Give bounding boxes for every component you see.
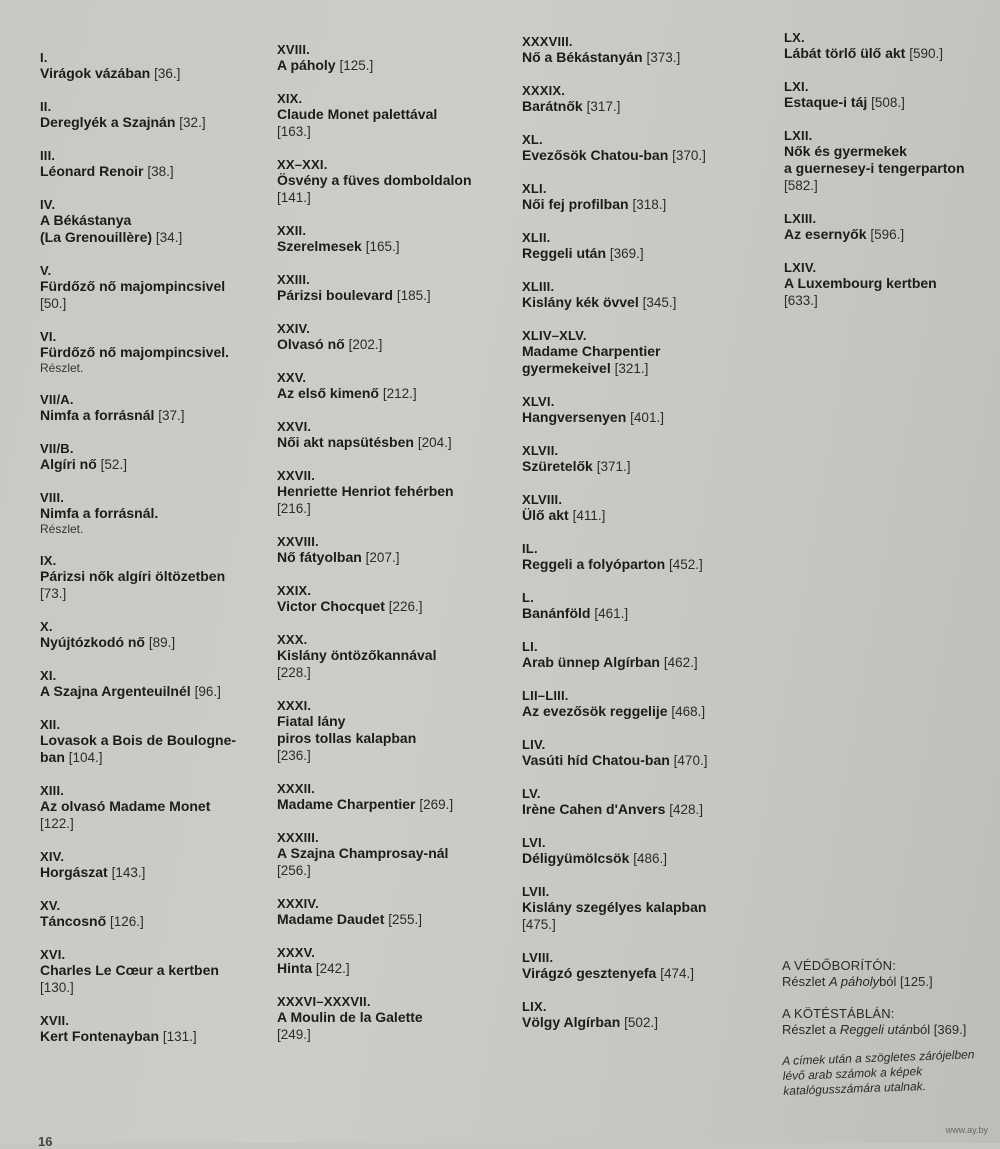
entry-number: XXVII.	[277, 468, 316, 483]
index-entry	[522, 279, 777, 311]
entry-title-line: Lovasok a Bois de Boulogne- ban [104.]	[40, 732, 237, 765]
catalogue-ref: [131.]	[162, 1029, 197, 1044]
index-entry	[277, 419, 517, 451]
entry-number: LX.	[784, 30, 805, 45]
entry-number: XXXIV.	[277, 896, 319, 911]
index-entry	[40, 668, 270, 700]
index-entry	[277, 91, 517, 140]
entry-title-line: Madame Charpentier [269.]	[277, 796, 454, 812]
index-entry	[784, 260, 994, 309]
index-column-2	[277, 42, 517, 1060]
entry-number: LXIII.	[784, 211, 817, 226]
entry-number: XLVII.	[522, 443, 559, 458]
index-entry	[277, 781, 517, 813]
index-entry	[277, 583, 517, 615]
catalogue-ref: [318.]	[632, 197, 667, 212]
entry-title-line: Reggeli után [369.]	[522, 245, 644, 261]
catalogue-ref: [373.]	[646, 50, 681, 65]
back-text-prefix: Részlet a	[782, 1022, 840, 1037]
entry-number: XXIV.	[277, 321, 311, 336]
catalogue-ref: [345.]	[642, 295, 677, 310]
catalogue-ref: [204.]	[417, 435, 452, 450]
entry-title-line: Henriette Henriot fehérben [216.]	[277, 483, 454, 516]
entry-title-line: Az evezősök reggelije [468.]	[522, 703, 706, 719]
entry-title-line: Charles Le Cœur a kertben [130.]	[40, 962, 219, 995]
index-entry	[522, 34, 777, 66]
catalogue-ref: [461.]	[594, 606, 629, 621]
index-entry	[40, 553, 270, 602]
catalogue-ref: [143.]	[111, 865, 146, 880]
index-entry	[277, 534, 517, 566]
catalogue-ref: [125.]	[339, 58, 374, 73]
entry-number: XX–XXI.	[277, 157, 328, 172]
index-entry	[522, 884, 777, 933]
entry-title-line: Nő a Békástanyán [373.]	[522, 49, 681, 65]
index-entry	[277, 830, 517, 879]
catalogue-ref: [34.]	[155, 230, 183, 245]
entry-title-line: Az olvasó Madame Monet [122.]	[40, 798, 211, 831]
entry-number: VII/A.	[40, 392, 74, 407]
entry-title-line: Női akt napsütésben [204.]	[277, 434, 452, 450]
entry-title-line: Reggeli a folyóparton [452.]	[522, 556, 703, 572]
index-entry	[277, 42, 517, 74]
entry-title-line: Ülő akt [411.]	[522, 507, 606, 523]
entry-title-line: Fiatal lány piros tollas kalapban [236.]	[277, 713, 417, 763]
index-entry	[522, 443, 777, 475]
entry-number: XLII.	[522, 230, 551, 245]
catalogue-ref: [207.]	[365, 550, 400, 565]
entry-title-line: A páholy [125.]	[277, 57, 374, 73]
entry-number: XII.	[40, 717, 61, 732]
entry-number: XIX.	[277, 91, 303, 106]
catalogue-ref: [165.]	[365, 239, 400, 254]
catalogue-ref: [590.]	[909, 46, 944, 61]
front-text-title: A páholy	[828, 974, 880, 989]
entry-number: XLI.	[522, 181, 547, 196]
page-number: 16	[38, 1134, 53, 1149]
catalogue-ref: [104.]	[68, 750, 103, 765]
index-entry	[40, 1013, 270, 1045]
entry-number: LVI.	[522, 835, 546, 850]
catalogue-ref: [502.]	[624, 1015, 658, 1030]
entry-number: XVIII.	[277, 42, 310, 57]
front-text-prefix: Részlet	[782, 974, 829, 989]
index-entry	[522, 328, 777, 377]
index-entry	[40, 329, 270, 375]
entry-title-line: Fürdőző nő majompincsivel [50.]	[40, 278, 226, 311]
catalogue-ref: [126.]	[110, 914, 144, 929]
index-column-1	[40, 50, 270, 1062]
catalogue-ref: [582.]	[784, 178, 818, 193]
entry-number: LXI.	[784, 79, 809, 94]
entry-number: LVII.	[522, 884, 550, 899]
entry-number: XXX.	[277, 632, 308, 647]
entry-title-line: Kert Fontenayban [131.]	[40, 1028, 197, 1044]
index-entry	[784, 211, 994, 243]
catalogue-ref: [226.]	[388, 599, 423, 614]
index-entry	[522, 737, 777, 769]
entry-number: LIX.	[522, 999, 547, 1014]
entry-number: XIV.	[40, 849, 65, 864]
catalogue-ref: [163.]	[277, 124, 311, 139]
entry-number: XI.	[40, 668, 57, 683]
catalogue-ref: [633.]	[784, 293, 818, 308]
index-entry	[522, 950, 777, 982]
back-cover-heading: A KÖTÉSTÁBLÁN:	[782, 1006, 895, 1021]
catalogue-ref: [486.]	[633, 851, 668, 866]
entry-number: I.	[40, 50, 48, 65]
catalogue-ref: [130.]	[40, 980, 74, 995]
entry-number: XXII.	[277, 223, 307, 238]
entry-number: LI.	[522, 639, 538, 654]
front-cover-text	[782, 974, 997, 990]
index-entry	[40, 197, 270, 246]
catalogue-ref: [371.]	[596, 459, 631, 474]
catalogue-ref: [475.]	[522, 917, 556, 932]
catalogue-footnote: A címek után a szögletes zárójelben lévő arab számok a képek katalógusszámára utalnak.	[782, 1047, 975, 1098]
entry-note: Részlet.	[40, 522, 84, 536]
entry-number: XXV.	[277, 370, 307, 385]
index-entry	[40, 441, 270, 473]
entry-title-line: Hinta [242.]	[277, 960, 350, 976]
watermark: www.ay.by	[945, 1125, 988, 1135]
catalogue-ref: [401.]	[630, 410, 664, 425]
entry-title-line: Kislány kék övvel [345.]	[522, 294, 677, 310]
back-text-title: Reggeli után	[839, 1022, 913, 1037]
catalogue-ref: [428.]	[669, 802, 704, 817]
catalogue-ref: [141.]	[277, 190, 311, 205]
catalogue-ref: [216.]	[277, 501, 311, 516]
index-entry	[522, 688, 777, 720]
entry-title-line: Claude Monet palettával [163.]	[277, 106, 438, 139]
entry-number: LXIV.	[784, 260, 817, 275]
entry-number: II.	[40, 99, 52, 114]
entry-title-line: Kislány szegélyes kalapban [475.]	[522, 899, 707, 932]
entry-number: XXXI.	[277, 698, 312, 713]
index-entry	[40, 898, 270, 930]
index-entry	[40, 717, 270, 766]
entry-title-line: Nimfa a forrásnál [37.]	[40, 407, 185, 423]
entry-title-line: Banánföld [461.]	[522, 605, 629, 621]
entry-title-line: A Szajna Argenteuilnél [96.]	[40, 683, 221, 699]
catalogue-ref: [474.]	[660, 966, 695, 981]
catalogue-ref: [32.]	[179, 115, 206, 130]
index-entry	[522, 541, 777, 573]
entry-number: LII–LIII.	[522, 688, 569, 703]
entry-number: XXVIII.	[277, 534, 319, 549]
entry-title-line: Algíri nő [52.]	[40, 456, 127, 472]
index-entry	[40, 50, 270, 82]
catalogue-ref: [37.]	[158, 408, 185, 423]
catalogue-ref: [122.]	[40, 816, 74, 831]
entry-title-line: Madame Charpentier gyermekeivel [321.]	[522, 343, 661, 376]
index-entry	[40, 392, 270, 424]
index-entry	[784, 79, 994, 111]
entry-title-line: A Szajna Champrosay-nál [256.]	[277, 845, 449, 878]
cover-notes	[782, 958, 997, 1099]
entry-title-line: Léonard Renoir [38.]	[40, 163, 174, 179]
entry-title-line: Párizsi boulevard [185.]	[277, 287, 431, 303]
catalogue-ref: [242.]	[315, 961, 350, 976]
catalogue-ref: [73.]	[40, 586, 67, 601]
index-entry	[277, 370, 517, 402]
entry-note: Részlet.	[40, 361, 84, 375]
entry-title-line: Virágzó gesztenyefa [474.]	[522, 965, 695, 981]
entry-title-line: Estaque-i táj [508.]	[784, 94, 905, 110]
entry-number: XLIII.	[522, 279, 555, 294]
entry-number: VIII.	[40, 490, 65, 505]
entry-title-line: Horgászat [143.]	[40, 864, 146, 880]
entry-number: XL.	[522, 132, 543, 147]
entry-title-line: Evezősök Chatou-ban [370.]	[522, 147, 706, 163]
entry-title-line: Szüretelők [371.]	[522, 458, 631, 474]
entry-title-line: Déligyümölcsök [486.]	[522, 850, 668, 866]
entry-title-line: Fürdőző nő majompincsivel.	[40, 344, 230, 360]
catalogue-ref: [249.]	[277, 1027, 311, 1042]
entry-title-line: Ösvény a füves domboldalon [141.]	[277, 172, 472, 205]
catalogue-ref: [256.]	[277, 863, 311, 878]
entry-title-line: Victor Chocquet [226.]	[277, 598, 423, 614]
index-entry	[40, 148, 270, 180]
entry-title-line: Völgy Algírban [502.]	[522, 1014, 658, 1030]
entry-number: XXIX.	[277, 583, 312, 598]
index-entry	[277, 223, 517, 255]
catalogue-ref: [462.]	[663, 655, 698, 670]
catalogue-ref: [468.]	[671, 704, 706, 719]
entry-number: XXVI.	[277, 419, 312, 434]
catalogue-ref: [212.]	[382, 386, 417, 401]
index-entry	[277, 632, 517, 681]
index-entry	[40, 99, 270, 131]
entry-title-line: Vasúti híd Chatou-ban [470.]	[522, 752, 708, 768]
entry-title-line: Dereglyék a Szajnán [32.]	[40, 114, 206, 130]
index-entry	[277, 698, 517, 764]
entry-title-line: A Luxembourg kertben [633.]	[784, 275, 937, 308]
catalogue-ref: [52.]	[100, 457, 127, 472]
catalogue-ref: [38.]	[147, 164, 174, 179]
entry-number: XXXII.	[277, 781, 316, 796]
catalogue-ref: [452.]	[669, 557, 703, 572]
entry-number: X.	[40, 619, 53, 634]
entry-title-line: Szerelmesek [165.]	[277, 238, 400, 254]
entry-number: LV.	[522, 786, 541, 801]
index-entry	[522, 786, 777, 818]
entry-title-line: Arab ünnep Algírban [462.]	[522, 654, 698, 670]
entry-title-line: Nő fátyolban [207.]	[277, 549, 400, 565]
index-entry	[277, 468, 517, 517]
index-entry	[522, 999, 777, 1031]
index-entry	[522, 492, 777, 524]
index-entry	[522, 590, 777, 622]
index-entry	[277, 896, 517, 928]
index-entry	[40, 619, 270, 651]
catalogue-ref: [89.]	[148, 635, 176, 650]
catalogue-ref: [411.]	[572, 508, 606, 523]
entry-number: LVIII.	[522, 950, 554, 965]
entry-title-line: Táncosnő [126.]	[40, 913, 144, 929]
entry-title-line: Párizsi nők algíri öltözetben [73.]	[40, 568, 226, 601]
catalogue-ref: [50.]	[40, 296, 67, 311]
entry-number: XXXIX.	[522, 83, 566, 98]
index-entry	[522, 230, 777, 262]
index-entry	[40, 947, 270, 996]
entry-number: LIV.	[522, 737, 546, 752]
index-entry	[784, 30, 994, 62]
catalogue-ref: [370.]	[672, 148, 706, 163]
catalogue-ref: [236.]	[277, 748, 311, 763]
entry-number: XXXIII.	[277, 830, 319, 845]
front-text-ref: [125.]	[900, 974, 933, 989]
front-cover-note	[782, 958, 997, 990]
entry-number: IX.	[40, 553, 57, 568]
front-cover-heading: A VÉDŐBORÍTÓN:	[782, 958, 897, 973]
entry-title-line: Nimfa a forrásnál.	[40, 505, 159, 521]
back-text-suffix: ból	[912, 1022, 934, 1037]
entry-title-line: Lábát törlő ülő akt [590.]	[784, 45, 944, 61]
catalogue-ref: [202.]	[348, 337, 383, 352]
index-entry	[522, 83, 777, 115]
index-entry	[522, 181, 777, 213]
catalogue-ref: [321.]	[614, 361, 649, 376]
entry-title-line: Az esernyők [596.]	[784, 226, 905, 242]
entry-number: V.	[40, 263, 52, 278]
entry-number: IV.	[40, 197, 56, 212]
catalogue-ref: [269.]	[419, 797, 454, 812]
entry-title-line: Nők és gyermekek a guernesey-i tengerparton [582.]	[784, 143, 965, 193]
front-text-suffix: ból	[879, 974, 901, 989]
entry-number: XLVIII.	[522, 492, 563, 507]
entry-title-line: Virágok vázában [36.]	[40, 65, 181, 81]
index-entry	[40, 783, 270, 832]
entry-number: III.	[40, 148, 56, 163]
index-entry	[40, 849, 270, 881]
entry-number: LXII.	[784, 128, 813, 143]
index-entry	[277, 157, 517, 206]
entry-number: VI.	[40, 329, 57, 344]
catalogue-ref: [228.]	[277, 665, 311, 680]
back-cover-text	[782, 1022, 997, 1038]
entry-title-line: A Moulin de la Galette [249.]	[277, 1009, 423, 1042]
catalogue-ref: [369.]	[609, 246, 644, 261]
entry-title-line: A Békástanya (La Grenouillère) [34.]	[40, 212, 183, 245]
catalogue-ref: [470.]	[673, 753, 708, 768]
index-entry	[277, 272, 517, 304]
index-column-3	[522, 34, 777, 1048]
entry-number: VII/B.	[40, 441, 74, 456]
entry-number: XLIV–XLV.	[522, 328, 587, 343]
catalogue-ref: [317.]	[586, 99, 621, 114]
catalogue-ref: [255.]	[388, 912, 423, 927]
entry-number: XV.	[40, 898, 61, 913]
entry-number: XVI.	[40, 947, 66, 962]
catalogue-ref: [185.]	[396, 288, 431, 303]
entry-title-line: Hangversenyen [401.]	[522, 409, 664, 425]
entry-number: XXIII.	[277, 272, 310, 287]
catalogue-ref: [508.]	[871, 95, 905, 110]
entry-number: XVII.	[40, 1013, 70, 1028]
entry-title-line: Olvasó nő [202.]	[277, 336, 383, 352]
entry-number: XXXV.	[277, 945, 316, 960]
index-entry	[522, 835, 777, 867]
index-entry	[277, 945, 517, 977]
back-text-ref: [369.]	[933, 1022, 967, 1037]
index-entry	[784, 128, 994, 194]
index-entry	[277, 321, 517, 353]
index-entry	[522, 132, 777, 164]
index-entry	[522, 394, 777, 426]
entry-number: XXXVI–XXXVII.	[277, 994, 371, 1009]
entry-title-line: Nyújtózkodó nő [89.]	[40, 634, 176, 650]
index-column-4	[784, 30, 994, 326]
catalogue-ref: [96.]	[194, 684, 221, 699]
entry-title-line: Az első kimenő [212.]	[277, 385, 417, 401]
index-entry	[277, 994, 517, 1043]
entry-number: IL.	[522, 541, 538, 556]
back-cover-note	[782, 1006, 997, 1038]
entry-number: L.	[522, 590, 534, 605]
index-entry	[40, 490, 270, 536]
entry-title-line: Kislány öntözőkannával [228.]	[277, 647, 437, 680]
entry-number: XLVI.	[522, 394, 555, 409]
entry-title-line: Irène Cahen d'Anvers [428.]	[522, 801, 704, 817]
entry-title-line: Női fej profilban [318.]	[522, 196, 667, 212]
index-entry	[522, 639, 777, 671]
entry-number: XIII.	[40, 783, 65, 798]
entry-number: XXXVIII.	[522, 34, 573, 49]
index-entry	[40, 263, 270, 312]
catalogue-ref: [596.]	[870, 227, 905, 242]
catalogue-ref: [36.]	[154, 66, 181, 81]
entry-title-line: Madame Daudet [255.]	[277, 911, 423, 927]
entry-title-line: Barátnők [317.]	[522, 98, 621, 114]
